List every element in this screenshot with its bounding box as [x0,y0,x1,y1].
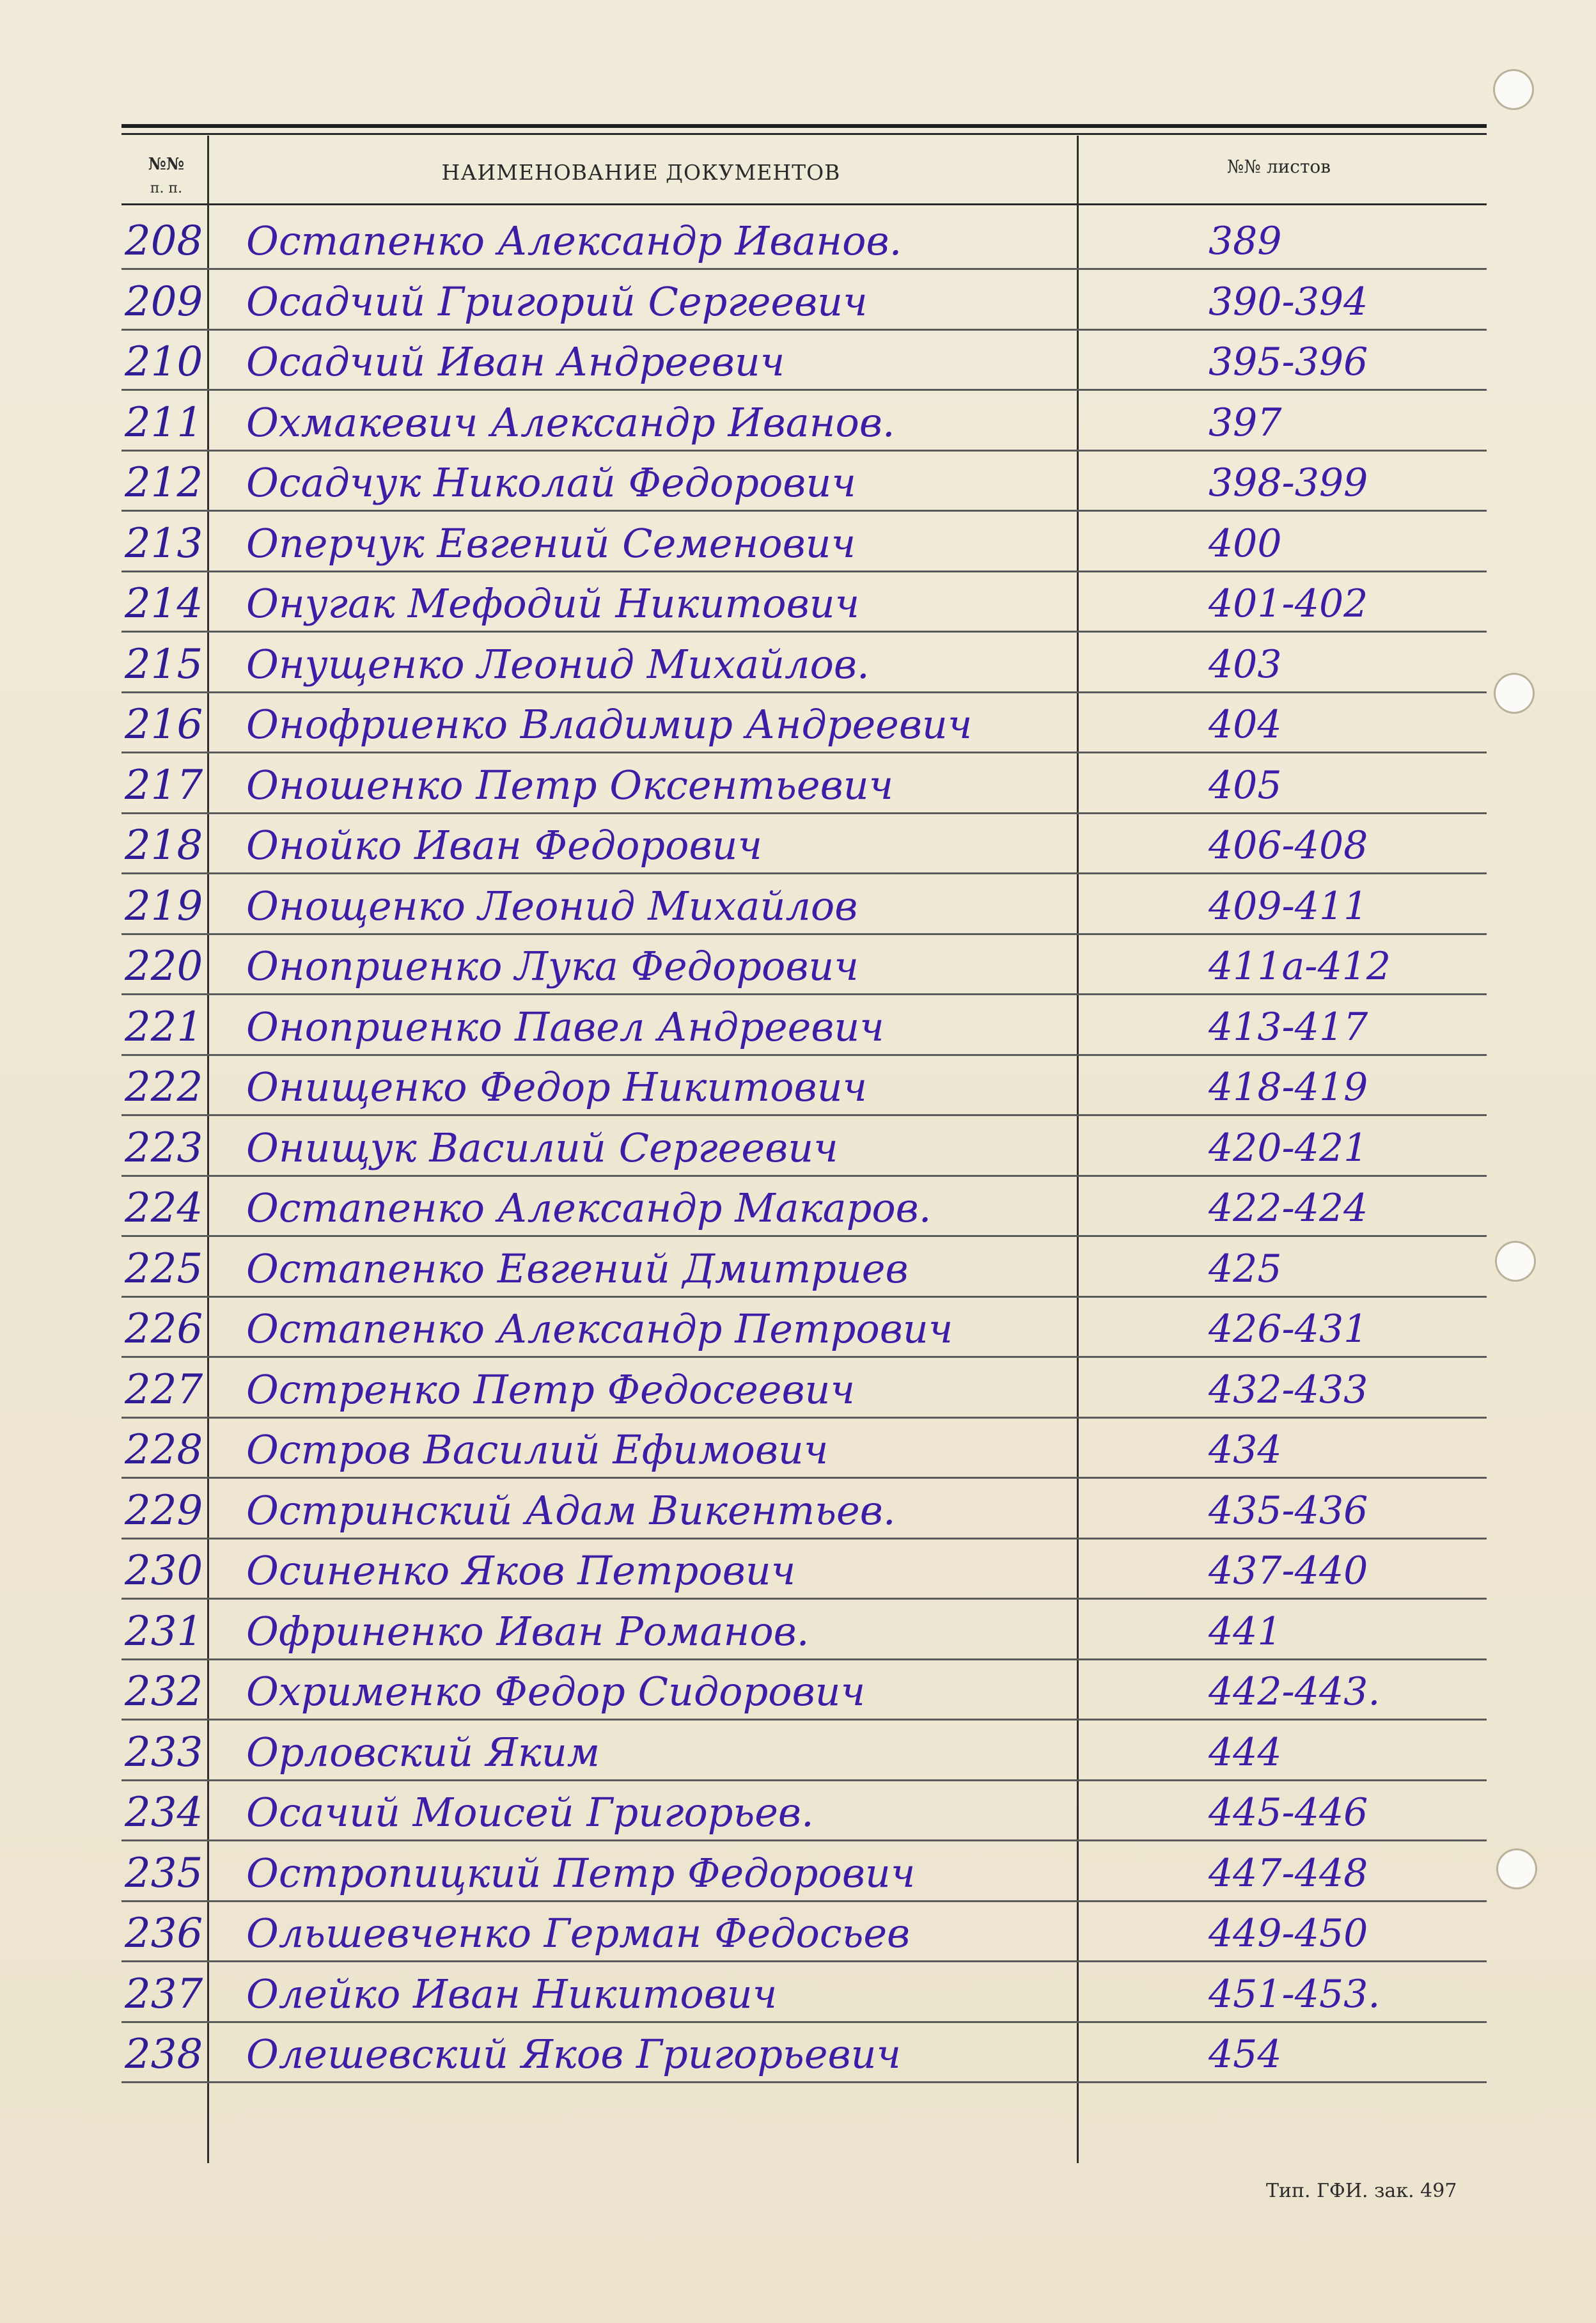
row-sheet-range: 403 [1209,642,1282,687]
row-rule [121,1839,1487,1841]
row-rule [121,1296,1487,1298]
row-rule [121,1356,1487,1358]
row-sheet-range: 447-448 [1209,1850,1368,1896]
row-document-name: Остров Василий Ефимович [246,1426,829,1473]
row-number: 238 [125,2031,203,2078]
row-number: 210 [125,338,203,386]
table-row [121,815,1487,874]
row-document-name: Олейко Иван Никитович [246,1970,778,2017]
row-sheet-range: 422-424 [1209,1186,1368,1231]
row-rule [121,812,1487,814]
row-number: 217 [125,761,203,809]
row-number: 224 [125,1185,203,1232]
row-rule [121,1658,1487,1660]
row-document-name: Остапенко Евгений Дмитриев [246,1245,909,1292]
row-document-name: Ольшевченко Герман Федосьев [246,1910,911,1957]
table-row [121,272,1487,331]
row-number: 211 [125,398,203,446]
header-sheet-numbers: №№ листов [1226,156,1331,177]
row-rule [121,1900,1487,1902]
table-row [121,211,1487,270]
row-sheet-range: 432-433 [1209,1367,1368,1412]
row-document-name: Оперчук Евгений Семенович [246,519,856,567]
table-row [121,1602,1487,1660]
row-document-name: Онугак Мефодий Никитович [246,580,860,627]
row-document-name: Онущенко Леонид Михайлов. [246,640,870,688]
header-number-sub: п. п. [150,180,183,196]
row-sheet-range: 404 [1209,702,1282,747]
row-document-name: Оноприенко Лука Федорович [246,943,859,989]
row-document-name: Онойко Иван Федорович [246,822,763,869]
row-number: 225 [125,1245,203,1293]
row-sheet-range: 389 [1209,219,1282,264]
printer-footer: Тип. ГФИ. зак. 497 [1266,2180,1457,2202]
row-sheet-range: 400 [1209,521,1282,566]
table-row [121,1299,1487,1358]
row-sheet-range: 401-402 [1209,581,1368,626]
row-sheet-range: 441 [1209,1609,1282,1654]
row-number: 218 [125,822,203,869]
row-document-name: Онофриенко Владимир Андреевич [246,701,973,748]
row-sheet-range: 425 [1209,1246,1282,1291]
row-number: 219 [125,882,203,930]
row-document-name: Остапенко Александр Иванов. [246,217,902,264]
row-rule [121,571,1487,572]
row-rule [121,933,1487,935]
row-rule [121,2081,1487,2083]
row-rule [121,1417,1487,1419]
row-number: 229 [125,1486,203,1534]
table-row [121,634,1487,693]
row-rule [121,752,1487,753]
row-sheet-range: 398-399 [1209,461,1368,505]
row-sheet-range: 442-443. [1209,1669,1381,1714]
row-number: 228 [125,1426,203,1474]
row-document-name: Осачий Моисей Григорьев. [246,1789,814,1836]
table-row [121,1239,1487,1298]
row-rule [121,1719,1487,1721]
table-row [121,1420,1487,1479]
row-rule [121,1175,1487,1177]
row-number: 232 [125,1668,203,1715]
row-document-name: Орловский Яким [246,1728,600,1776]
row-rule [121,1779,1487,1781]
row-document-name: Осадчук Николай Федорович [246,459,856,506]
row-number: 213 [125,519,203,567]
row-sheet-range: 413-417 [1209,1004,1368,1050]
table-row [121,936,1487,995]
row-number: 216 [125,701,203,748]
row-rule [121,268,1487,270]
row-sheet-range: 434 [1209,1428,1282,1472]
header-bottom-rule [121,203,1487,205]
row-document-name: Оноприенко Павел Андреевич [246,1003,884,1050]
row-rule [121,1960,1487,1962]
row-number: 214 [125,580,203,627]
row-sheet-range: 390-394 [1209,279,1368,324]
row-document-name: Онищук Василий Сергеевич [246,1124,838,1171]
punch-hole-top [1493,69,1534,110]
table-row [121,997,1487,1056]
table-row [121,876,1487,935]
table-row [121,1662,1487,1721]
top-border-inner [121,133,1487,135]
row-document-name: Офриненко Иван Романов. [246,1607,810,1655]
row-document-name: Оношенко Петр Оксентьевич [246,761,894,808]
row-document-name: Олешевский Яков Григорьевич [246,2031,902,2077]
header-number: №№ [148,155,185,174]
row-rule [121,1538,1487,1539]
table-row [121,1843,1487,1902]
table-row [121,574,1487,633]
row-number: 223 [125,1124,203,1172]
row-sheet-range: 444 [1209,1729,1282,1775]
row-rule [121,450,1487,452]
table-row [121,1722,1487,1781]
row-rule [121,1054,1487,1056]
row-number: 226 [125,1305,203,1353]
row-number: 222 [125,1064,203,1111]
table-row [121,1783,1487,1841]
row-rule [121,691,1487,693]
punch-hole-middle [1494,673,1535,714]
row-sheet-range: 426-431 [1209,1307,1368,1351]
row-number: 231 [125,1607,203,1655]
row-number: 209 [125,278,203,326]
row-number: 230 [125,1547,203,1595]
table-row [121,453,1487,512]
row-number: 237 [125,1970,203,2018]
row-number: 234 [125,1789,203,1836]
row-number: 208 [125,217,203,265]
table-row [121,2024,1487,2083]
row-sheet-range: 454 [1209,2032,1282,2077]
row-rule [121,631,1487,633]
row-document-name: Охрименко Федор Сидорович [246,1668,866,1715]
row-document-name: Онощенко Леонид Михайлов [246,882,858,929]
row-number: 212 [125,459,203,507]
table-row [121,332,1487,391]
row-rule [121,1598,1487,1600]
header-document-names: НАИМЕНОВАНИЕ ДОКУМЕНТОВ [441,160,841,185]
table-row [121,1360,1487,1419]
row-sheet-range: 437-440 [1209,1548,1368,1593]
row-sheet-range: 397 [1209,400,1282,445]
row-document-name: Охмакевич Александр Иванов. [246,398,895,446]
table-row [121,1964,1487,2023]
table-row [121,393,1487,452]
row-document-name: Осадчий Григорий Сергеевич [246,278,868,325]
row-number: 235 [125,1849,203,1897]
row-rule [121,1235,1487,1237]
table-row [121,1541,1487,1600]
row-rule [121,993,1487,995]
punch-hole-lower [1495,1241,1536,1282]
row-sheet-range: 405 [1209,762,1282,808]
table-row [121,514,1487,572]
row-document-name: Онищенко Федор Никитович [246,1064,868,1110]
row-number: 221 [125,1003,203,1051]
row-number: 220 [125,943,203,990]
row-rule [121,510,1487,512]
row-sheet-range: 406-408 [1209,823,1368,868]
row-document-name: Осадчий Иван Андреевич [246,338,785,385]
row-document-name: Остренко Петр Федосеевич [246,1366,856,1413]
table-row [121,1178,1487,1237]
row-document-name: Остапенко Александр Петрович [246,1305,953,1352]
row-document-name: Остропицкий Петр Федорович [246,1849,916,1896]
row-sheet-range: 435-436 [1209,1488,1368,1533]
row-sheet-range: 420-421 [1209,1125,1368,1170]
table-row [121,1481,1487,1539]
row-sheet-range: 409-411 [1209,883,1368,929]
row-rule [121,1114,1487,1116]
row-number: 227 [125,1366,203,1413]
row-document-name: Остринский Адам Викентьев. [246,1486,896,1534]
row-number: 215 [125,640,203,688]
row-rule [121,1477,1487,1479]
row-sheet-range: 451-453. [1209,1971,1381,2017]
row-number: 236 [125,1910,203,1957]
row-rule [121,389,1487,391]
table-row [121,1903,1487,1962]
row-sheet-range: 418-419 [1209,1065,1368,1110]
row-rule [121,872,1487,874]
table-row [121,1057,1487,1116]
row-rule [121,2021,1487,2023]
row-document-name: Осиненко Яков Петрович [246,1547,796,1594]
punch-hole-bottom [1496,1848,1537,1889]
row-number: 233 [125,1728,203,1776]
table-row [121,695,1487,753]
top-border [121,124,1487,128]
row-rule [121,329,1487,331]
row-sheet-range: 445-446 [1209,1790,1368,1835]
row-sheet-range: 411а-412 [1209,944,1391,989]
table-row [121,755,1487,814]
row-sheet-range: 395-396 [1209,340,1368,384]
row-sheet-range: 449-450 [1209,1911,1368,1956]
row-document-name: Остапенко Александр Макаров. [246,1185,932,1231]
table-row [121,1118,1487,1177]
